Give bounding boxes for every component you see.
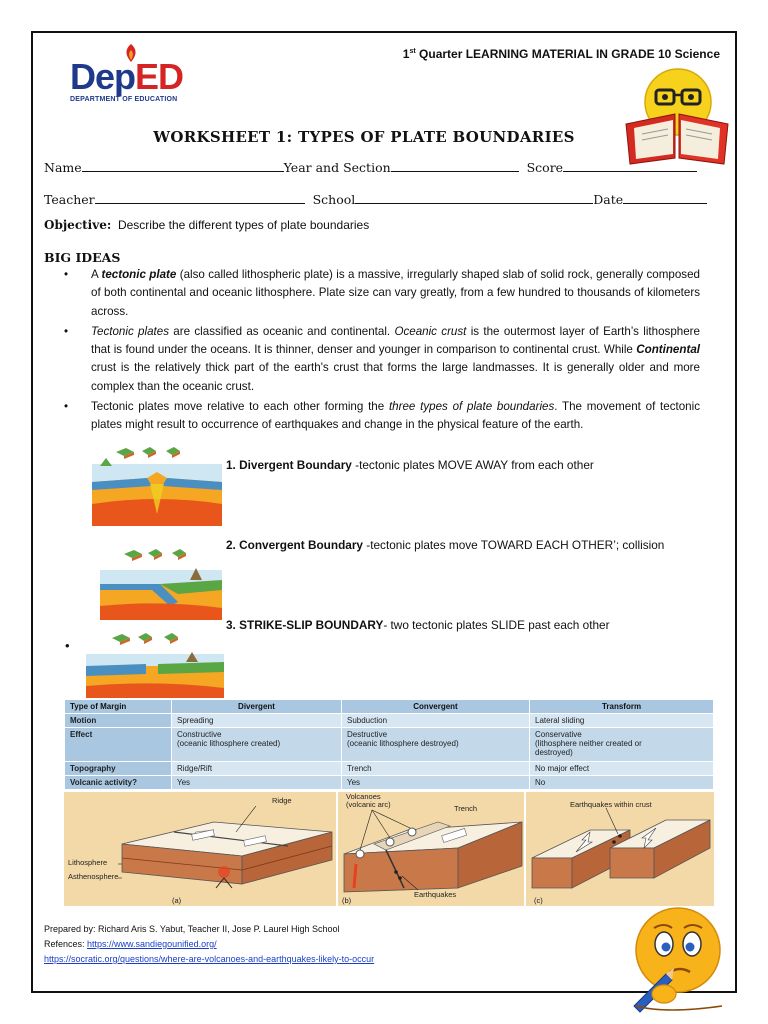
divergent-caption: 1. Divergent Boundary -tectonic plates MOVE AWAY from each other [226, 458, 594, 472]
name-row [44, 160, 697, 175]
list-item: • Tectonic plates move relative to each other forming the three types of plate boundaries. The movement of tectonic plates might result to occurrence of earthquakes and change in the physical feature of the earth. [60, 398, 700, 435]
plate-margin-table [64, 699, 714, 790]
references: Refences: https://www.sandiegounified.org/ [44, 939, 217, 949]
school-blank[interactable] [355, 192, 593, 204]
teacher-label: Teacher [44, 192, 95, 207]
score-blank[interactable] [563, 160, 697, 172]
header-type-of-margin: Type of Margin [65, 700, 172, 714]
thinking-emoji-icon [626, 902, 730, 1014]
school-label: School [312, 192, 356, 207]
volcanoes-label: Volcanoes [346, 792, 381, 801]
header-convergent: Convergent [342, 700, 530, 714]
panel-b-label: (b) [342, 896, 352, 905]
convergent-caption: 2. Convergent Boundary -tectonic plates move TOWARD EACH OTHER’; collision [226, 538, 665, 552]
reading-emoji-icon [620, 62, 730, 167]
header-transform: Transform [530, 700, 714, 714]
big-ideas-list [60, 266, 700, 435]
logo-subtitle: DEPARTMENT OF EDUCATION [70, 96, 178, 103]
volcanic-arc-label: (volcanic arc) [346, 800, 391, 809]
name-label: Name [44, 160, 82, 175]
logo-wordmark: DepED [70, 56, 184, 97]
table-row: Volcanic activity? Yes Yes No [65, 776, 714, 790]
asthenosphere-label: Asthenosphere [68, 872, 119, 881]
reference-link-1[interactable]: https://www.sandiegounified.org/ [87, 939, 217, 949]
convergent-block-diagram [338, 792, 524, 906]
date-blank[interactable] [623, 192, 707, 204]
diagram-transform [526, 792, 714, 906]
prepared-by: Prepared by: Richard Aris S. Yabut, Teacher II, Jose P. Laurel High School [44, 924, 340, 934]
reference-link-2[interactable]: https://socratic.org/questions/where-are-volcanoes-and-earthquakes-likely-to-occur [44, 954, 375, 964]
teacher-row [44, 192, 707, 207]
objective [44, 218, 369, 232]
worksheet-title: WORKSHEET 1: TYPES OF PLATE BOUNDARIES [153, 128, 575, 146]
lithosphere-label: Lithosphere [68, 858, 108, 867]
header-divergent: Divergent [172, 700, 342, 714]
objective-label: Objective: [44, 218, 112, 232]
transform-block-diagram [526, 792, 714, 906]
list-item: • A tectonic plate (also called lithospheric plate) is a massive, irregularly shaped slab of solid rock, generally composed of both continental and oceanic lithosphere. Plate size can vary greatly, from a few hundred to thousands of kilometers across. [60, 266, 700, 321]
earthquakes-within-crust-label: Earthquakes within crust [570, 800, 652, 809]
quarter-heading: 1st Quarter LEARNING MATERIAL IN GRADE 10 Science [402, 47, 720, 61]
panel-a-label: (a) [172, 896, 182, 905]
table-header-row [65, 700, 714, 714]
empty-bullet: • [65, 638, 70, 653]
table-row: Effect Constructive (oceanic lithosphere created) Destructive (oceanic lithosphere destroyed) Conservative (lithosphere neither created or destroyed) [65, 728, 714, 762]
table-row: Topography Ridge/Rift Trench No major effect [65, 762, 714, 776]
name-blank[interactable] [82, 160, 284, 172]
objective-text: Describe the different types of plate boundaries [117, 218, 370, 232]
earthquakes-label: Earthquakes [414, 890, 457, 899]
teacher-blank[interactable] [95, 192, 305, 204]
list-item: • Tectonic plates are classified as oceanic and continental. Oceanic crust is the outermost layer of Earth’s lithosphere that is found under the oceans. It is thinner, denser and younger in comparison to continental crust. While Continental crust is the relatively thick part of the earth's crust that forms the large landmasses. It is generally older and more complex than the oceanic crust. [60, 323, 700, 396]
date-label: Date [593, 192, 624, 207]
score-label: Score [526, 160, 564, 175]
convergent-boundary-image [100, 540, 222, 620]
diagram-convergent [338, 792, 524, 906]
diagram-divergent [64, 792, 336, 906]
table-row: Motion Spreading Subduction Lateral sliding [65, 714, 714, 728]
ridge-label: Ridge [272, 796, 292, 805]
year-section-blank[interactable] [391, 160, 519, 172]
year-section-label: Year and Section [283, 160, 391, 175]
footer [44, 922, 374, 967]
trench-label: Trench [454, 804, 478, 813]
divergent-boundary-image [92, 444, 222, 526]
strike-slip-boundary-image [86, 628, 224, 698]
big-ideas-heading: BIG IDEAS [44, 250, 121, 265]
panel-c-label: (c) [534, 896, 543, 905]
divergent-block-diagram [64, 792, 336, 906]
strike-slip-caption: 3. STRIKE-SLIP BOUNDARY- two tectonic plates SLIDE past each other [226, 618, 610, 632]
deped-logo [66, 42, 206, 108]
